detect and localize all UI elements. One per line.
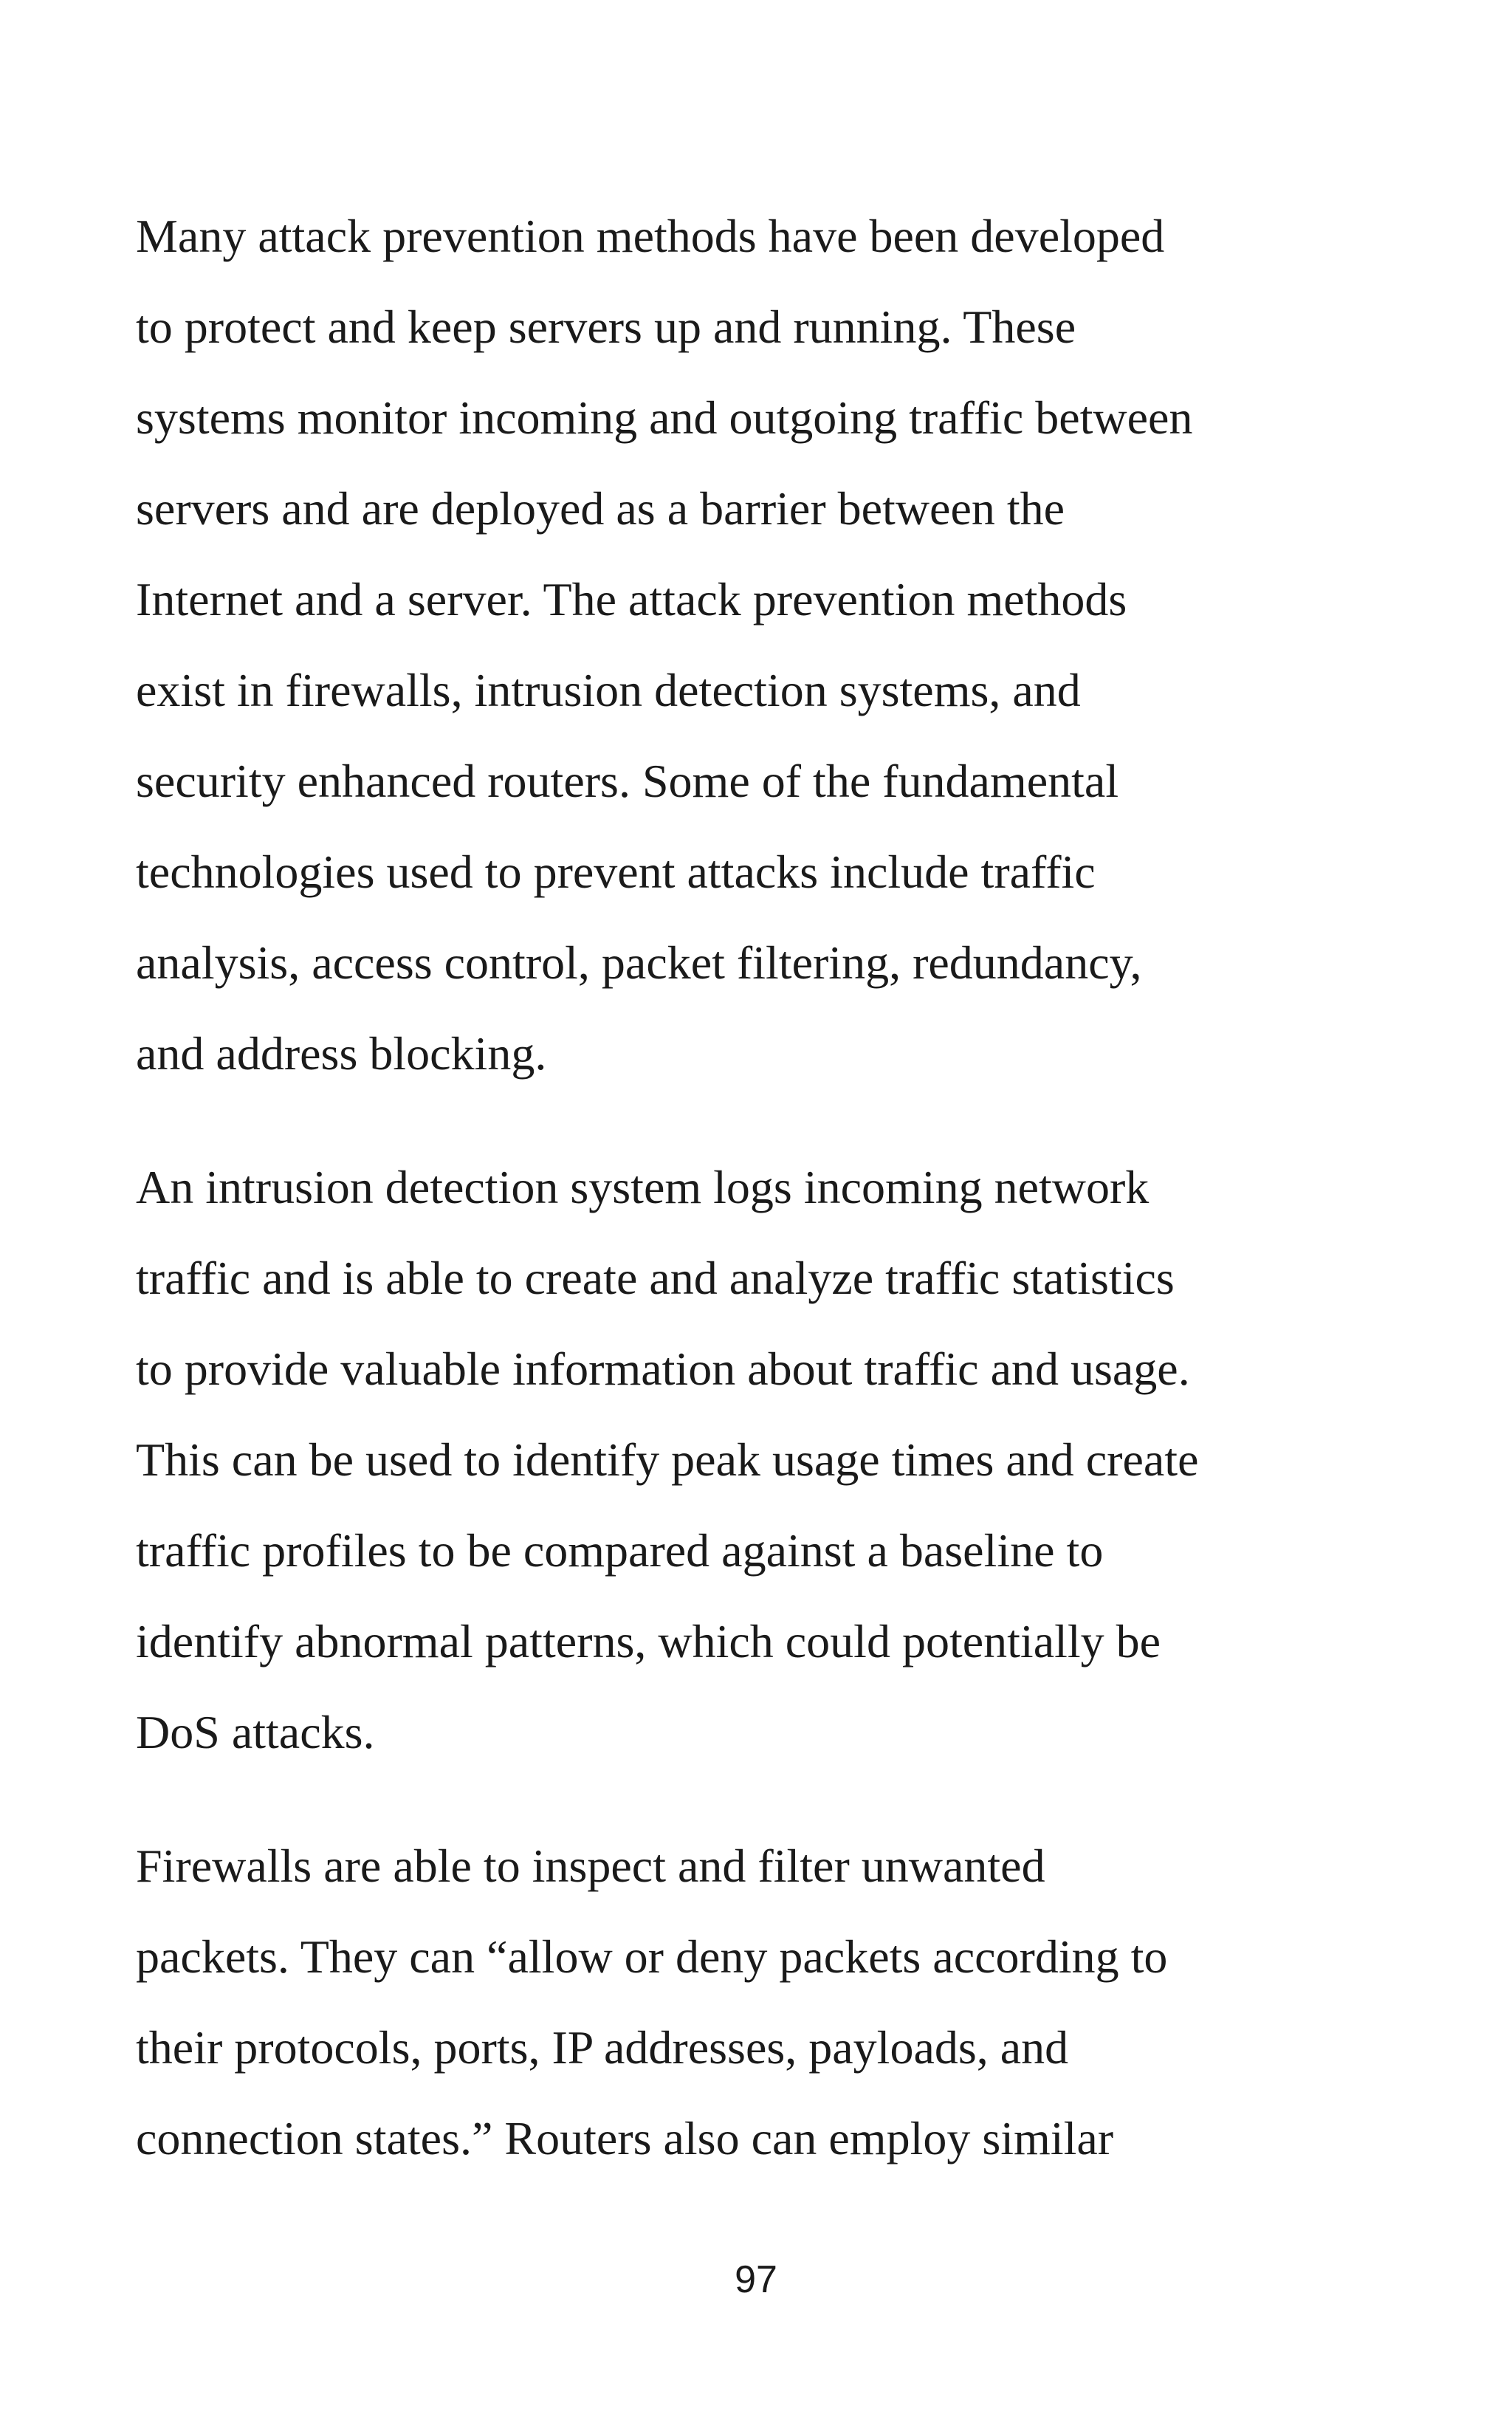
- text-line: and address blocking.: [136, 1027, 547, 1080]
- text-line: exist in firewalls, intrusion detection systems, and: [136, 664, 1081, 716]
- text-line: analysis, access control, packet filtering, redundancy,: [136, 936, 1142, 989]
- text-line: traffic profiles to be compared against a baseline to: [136, 1524, 1104, 1577]
- page-number: 97: [735, 2258, 777, 2301]
- text-line: An intrusion detection system logs incoming network: [136, 1161, 1150, 1213]
- text-line: their protocols, ports, IP addresses, payloads, and: [136, 2021, 1069, 2074]
- paragraph-intrusion-detection: [136, 1142, 1406, 1778]
- text-line: to provide valuable information about traffic and usage.: [136, 1343, 1190, 1395]
- page-body: [136, 191, 1406, 2184]
- text-line: technologies used to prevent attacks include traffic: [136, 846, 1096, 898]
- text-line: traffic and is able to create and analyze traffic statistics: [136, 1252, 1175, 1304]
- text-line: Firewalls are able to inspect and filter unwanted: [136, 1840, 1045, 1892]
- text-line: This can be used to identify peak usage times and create: [136, 1433, 1199, 1486]
- text-line: connection states.” Routers also can employ similar: [136, 2112, 1114, 2164]
- text-line: to protect and keep servers up and running. These: [136, 301, 1076, 353]
- text-line: packets. They can “allow or deny packets according to: [136, 1930, 1168, 1983]
- paragraph-attack-prevention: [136, 191, 1406, 1099]
- text-line: identify abnormal patterns, which could potentially be: [136, 1615, 1161, 1667]
- text-line: security enhanced routers. Some of the fundamental: [136, 755, 1119, 807]
- text-line: Internet and a server. The attack prevention methods: [136, 573, 1127, 625]
- paragraph-firewalls: [136, 1820, 1406, 2184]
- text-line: DoS attacks.: [136, 1706, 375, 1758]
- text-line: systems monitor incoming and outgoing traffic between: [136, 391, 1193, 444]
- text-line: servers and are deployed as a barrier between the: [136, 482, 1065, 535]
- text-line: Many attack prevention methods have been developed: [136, 210, 1165, 262]
